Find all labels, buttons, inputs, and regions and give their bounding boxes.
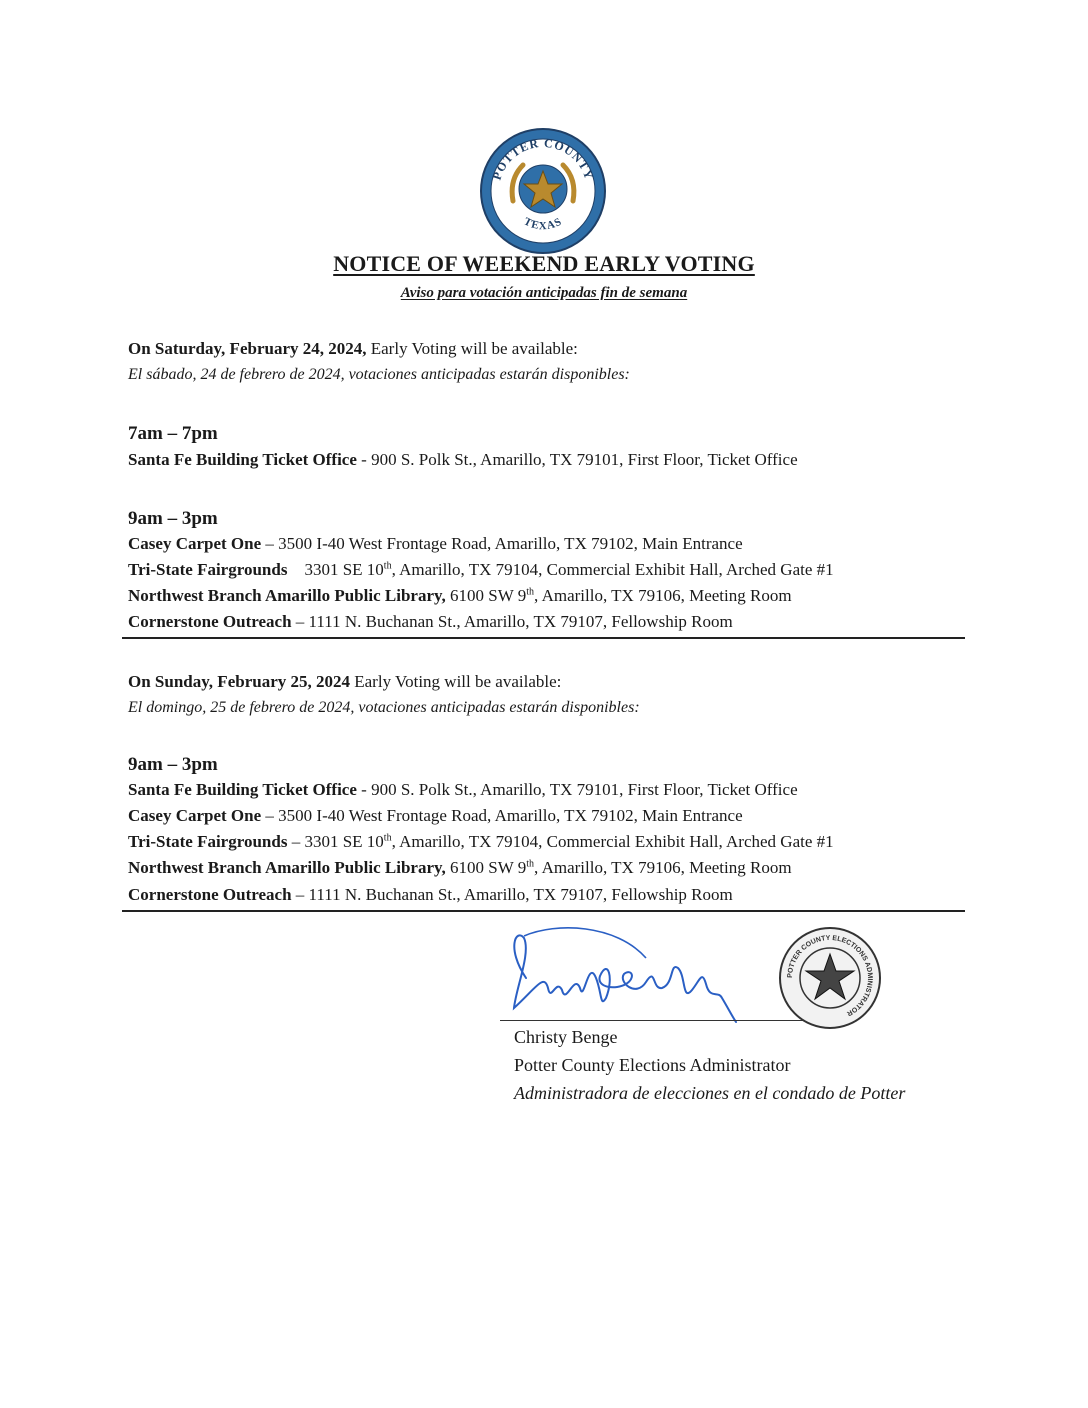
saturday-time-2: 9am – 3pm: [128, 508, 218, 529]
site-address: 3500 I-40 West Frontage Road, Amarillo, TX 79102, Main Entrance: [278, 534, 743, 553]
saturday-heading: [128, 339, 578, 359]
sunday-site-row: Tri-State Fairgrounds – 3301 SE 10th, Amarillo, TX 79104, Commercial Exhibit Hall, Arched Gate #1: [128, 832, 834, 851]
stamp-text: POTTER COUNTY ELECTIONS ADMINISTRATOR: [786, 934, 874, 1017]
saturday-time-1: 7am – 7pm: [128, 423, 218, 444]
seal-bottom-text: TEXAS: [521, 215, 565, 233]
site-name: Tri-State Fairgrounds: [128, 560, 288, 579]
signature-line: [500, 1020, 809, 1021]
site-name: Casey Carpet One: [128, 534, 262, 553]
signer-role: Potter County Elections Administrator: [514, 1055, 791, 1075]
signer-name: Christy Benge: [514, 1027, 618, 1047]
site-name: Northwest Branch Amarillo Public Library,: [128, 586, 446, 605]
section-divider: [122, 910, 965, 912]
site-name: Cornerstone Outreach: [128, 612, 292, 631]
official-stamp: [776, 924, 884, 1032]
site-address: , Amarillo, TX 79106, Meeting Room: [534, 586, 792, 605]
saturday-site-row: Tri-State Fairgrounds 3301 SE 10th, Amarillo, TX 79104, Commercial Exhibit Hall, Arched Gate #1: [128, 560, 834, 579]
sunday-heading: [128, 672, 561, 692]
sunday-site-row: Casey Carpet One – 3500 I-40 West Frontage Road, Amarillo, TX 79102, Main Entrance: [128, 806, 743, 825]
saturday-date-rest: Early Voting will be available:: [366, 339, 578, 358]
site-address: 900 S. Polk St., Amarillo, TX 79101, First Floor, Ticket Office: [371, 780, 798, 799]
site-address: , Amarillo, TX 79104, Commercial Exhibit Hall, Arched Gate #1: [391, 832, 834, 851]
notice-subtitle: Aviso para votación anticipadas fin de semana: [400, 285, 688, 301]
saturday-site-row: Santa Fe Building Ticket Office - 900 S. Polk St., Amarillo, TX 79101, First Floor, Ticket Office: [128, 450, 798, 469]
site-name: Northwest Branch Amarillo Public Library,: [128, 858, 446, 877]
sunday-site-row: Cornerstone Outreach – 1111 N. Buchanan St., Amarillo, TX 79107, Fellowship Room: [128, 885, 733, 904]
section-divider: [122, 637, 965, 639]
sunday-spanish: El domingo, 25 de febrero de 2024, votaciones anticipadas estarán disponibles:: [128, 699, 640, 716]
sunday-date: On Sunday, February 25, 2024: [128, 672, 350, 691]
notice-title: NOTICE OF WEEKEND EARLY VOTING: [333, 251, 755, 276]
site-address: 3500 I-40 West Frontage Road, Amarillo, TX 79102, Main Entrance: [278, 806, 743, 825]
seal-top-text: POTTER COUNTY: [489, 135, 597, 182]
saturday-site-row: Cornerstone Outreach – 1111 N. Buchanan St., Amarillo, TX 79107, Fellowship Room: [128, 612, 733, 631]
site-address: 1111 N. Buchanan St., Amarillo, TX 79107, Fellowship Room: [308, 885, 733, 904]
signer-role-spanish: Administradora de elecciones en el condado de Potter: [514, 1083, 906, 1103]
sunday-time-1: 9am – 3pm: [128, 754, 218, 775]
saturday-date: On Saturday, February 24, 2024,: [128, 339, 367, 358]
saturday-site-row: Casey Carpet One – 3500 I-40 West Frontage Road, Amarillo, TX 79102, Main Entrance: [128, 534, 743, 553]
site-name: Santa Fe Building Ticket Office: [128, 780, 357, 799]
sunday-site-row: Santa Fe Building Ticket Office - 900 S. Polk St., Amarillo, TX 79101, First Floor, Ticket Office: [128, 780, 798, 799]
site-name: Santa Fe Building Ticket Office: [128, 450, 357, 469]
handwritten-signature: [496, 918, 796, 1028]
sunday-date-rest: Early Voting will be available:: [350, 672, 562, 691]
site-address: 900 S. Polk St., Amarillo, TX 79101, First Floor, Ticket Office: [371, 450, 798, 469]
site-name: Cornerstone Outreach: [128, 885, 292, 904]
sunday-site-row: Northwest Branch Amarillo Public Library, 6100 SW 9th, Amarillo, TX 79106, Meeting Room: [128, 858, 792, 877]
potter-county-seal: [479, 127, 607, 255]
site-name: Tri-State Fairgrounds: [128, 832, 288, 851]
site-address: , Amarillo, TX 79106, Meeting Room: [534, 858, 792, 877]
site-name: Casey Carpet One: [128, 806, 262, 825]
site-address: 1111 N. Buchanan St., Amarillo, TX 79107, Fellowship Room: [308, 612, 733, 631]
saturday-site-row: Northwest Branch Amarillo Public Library, 6100 SW 9th, Amarillo, TX 79106, Meeting Room: [128, 586, 792, 605]
saturday-spanish: El sábado, 24 de febrero de 2024, votaciones anticipadas estarán disponibles:: [128, 366, 630, 383]
site-address: , Amarillo, TX 79104, Commercial Exhibit Hall, Arched Gate #1: [391, 560, 834, 579]
